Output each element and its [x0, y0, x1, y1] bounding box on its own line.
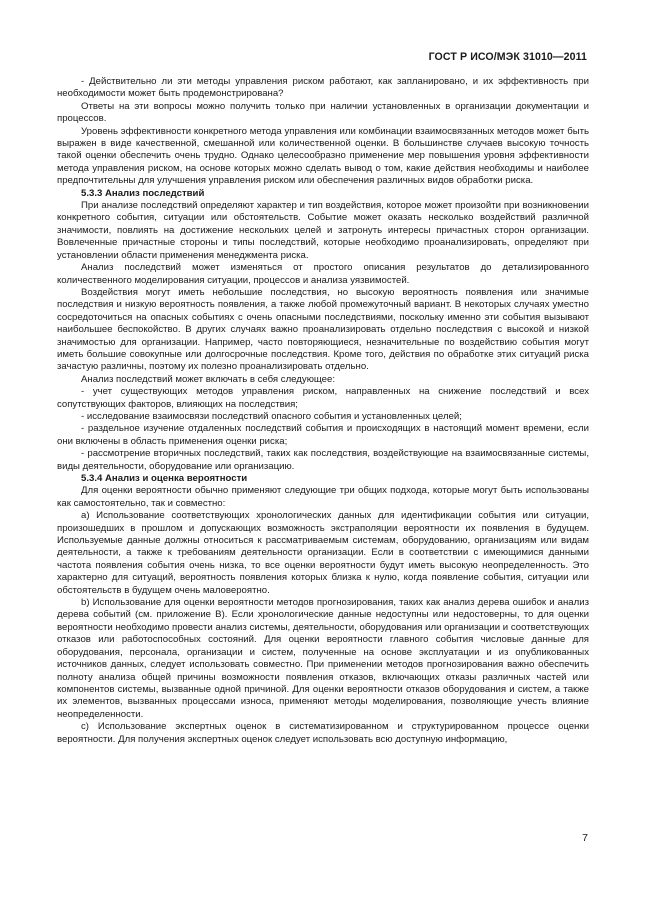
- page-number: 7: [582, 832, 588, 844]
- paragraph: Уровень эффективности конкретного метода управления или комбинации взаимосвязанных методов может быть выражен в виде качественной, смешанной или количественной оценки. В большинстве случаев высокую точность такой оценки обеспечить очень трудно. Однако целесообразно применение мер повышения уровня эффективности метода управления риском, на основе которых можно сделать вывод о том, какие действия необходимы и наиболее предпочтительны для улучшения управления риском или обеспечения различных видов обработки риска.: [57, 125, 589, 187]
- list-item: - исследование взаимосвязи последствий опасного события и установленных целей;: [81, 410, 462, 422]
- page-body: [57, 76, 589, 746]
- section-heading-5-3-4: 5.3.4 Анализ и оценка вероятности: [81, 473, 248, 484]
- paragraph: - Действительно ли эти методы управления риском работают, как запланировано, и их эффективность при необходимости может быть продемонстрирована?: [57, 76, 589, 100]
- paragraph: Ответы на эти вопросы можно получить только при наличии установленных в организации документации и процессов.: [57, 100, 589, 125]
- list-item: - рассмотрение вторичных последствий, таких как последствия, воздействующие на взаимосвязанные системы, виды деятельности, оборудование или организацию.: [57, 448, 589, 472]
- section-heading-5-3-3: 5.3.3 Анализ последствий: [81, 187, 205, 199]
- paragraph: Анализ последствий может изменяться от простого описания результатов до детализированного количественного моделирования ситуации, процессов и анализа уязвимостей.: [57, 262, 589, 286]
- standard-header: ГОСТ Р ИСО/МЭК 31010—2011: [428, 51, 587, 63]
- list-item: a) Использование соответствующих хронологических данных для идентификации события или ситуации, произошедших в прошлом и допускающих возможность экстраполяции вероятности их появления в будущем. Используемые данные должны относиться к рассматриваемым системам, оборудованию, организациям или видам деятельности, а также к требованиям деятельности организации. Если в соответствии с имеющимися данными частота появления события очень низка, то все оценки вероятности будут иметь высокую неопределенность. Это характерно для ситуаций, вероятность появления которых близка к нулю, когда появление события, ситуации или обстоятельств в будущем очень маловероятно.: [57, 510, 589, 596]
- list-item: b) Использование для оценки вероятности методов прогнозирования, таких как анализ дерева ошибок и анализ дерева событий (см. приложение В). Если хронологические данные недоступны или недостоверны, то для оценки вероятности необходимо провести анализ системы, деятельности, оборудования или организации и соответствующих отказов или работоспособных состояний. Для оценки вероятности главного события числовые данные для оборудования, персонала, организации и систем, полученные на основе эксплуатации и из опубликованных источников данных, следует использовать совместно. При применении методов прогнозирования важно обеспечить полноту анализа общей причины возможности появления отказов, включающих отказы различных частей или компонентов системы, вызванные одной причиной. Для оценки вероятности отказов оборудования и систем, а также их элементов, вызванных процессами износа, применяют методы моделирования, позволяющие учесть влияние неопределенности.: [57, 597, 589, 720]
- paragraph: Анализ последствий может включать в себя следующее:: [81, 373, 336, 385]
- paragraph: Для оценки вероятности обычно применяют следующие три общих подхода, которые могут быть использованы как самостоятельно, так и совместно:: [57, 485, 589, 509]
- list-item: - учет существующих методов управления риском, направленных на снижение последствий и всех сопутствующих факторов, влияющих на последствия;: [57, 386, 589, 410]
- paragraph: При анализе последствий определяют характер и тип воздействия, которое может произойти при возникновении конкретного события, ситуации или обстоятельств. Событие может оказать несколько воздействий различной значимости, повлиять на достижение нескольких целей и затронуть интересы причастных сторон организации. Вовлеченные причастные стороны и типы последствий, которые необходимо проанализировать, определяют при установлении области применения менеджмента риска.: [57, 200, 589, 261]
- list-item: - раздельное изучение отдаленных последствий события и происходящих в настоящий момент времени, если они включены в область применения оценки риска;: [57, 423, 589, 447]
- list-item: c) Использование экспертных оценок в систематизированном и структурированном процессе оценки вероятности. Для получения экспертных оценок следует использовать всю доступную информацию,: [57, 721, 589, 745]
- paragraph: Воздействия могут иметь небольшие последствия, но высокую вероятность появления или значимые последствия и низкую вероятность появления, а также любой промежуточный вариант. В некоторых случаях уместно сосредоточиться на опасных событиях с очень опасными последствиями, поскольку именно эти события вызывают наибольшее беспокойство. В других случаях важно проанализировать отдельно последствия с высокой и низкой значимостью для организации. Например, часто повторяющиеся, незначительные по воздействию события могут иметь большие совокупные или долгосрочные последствия. Кроме того, действия по обработке этих ситуаций риска зачастую различны, поэтому их полезно проанализировать отдельно.: [57, 286, 589, 373]
